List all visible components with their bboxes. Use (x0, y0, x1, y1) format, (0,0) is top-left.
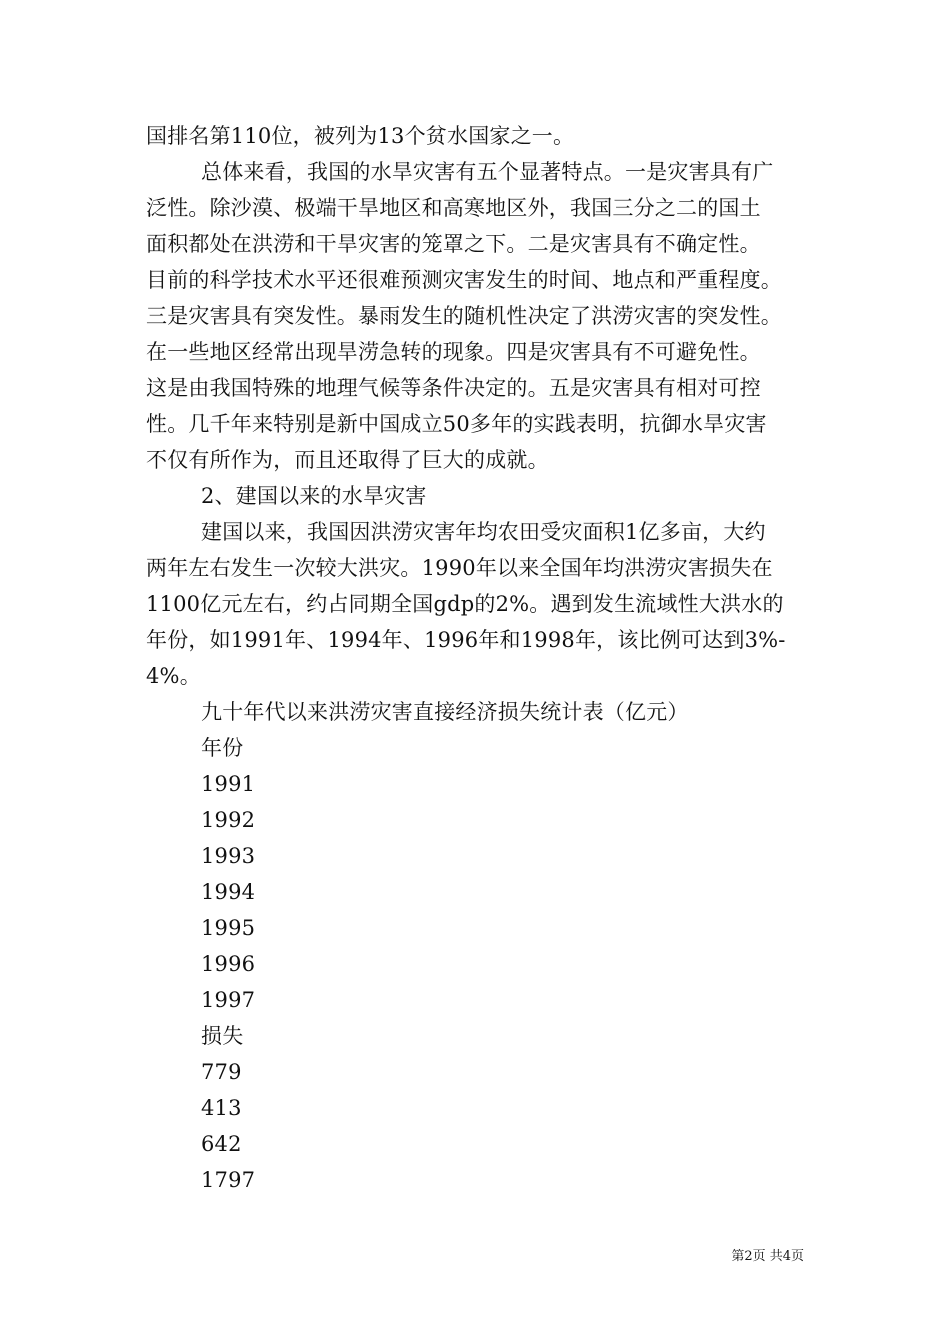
text-line: 国排名第110位，被列为13个贫水国家之一。 (146, 124, 575, 148)
table-header-year: 年份 (201, 736, 244, 760)
text-line: 九十年代以来洪涝灾害直接经济损失统计表（亿元） (201, 700, 689, 724)
paragraph (146, 118, 806, 154)
text-line: 不仅有所作为，而且还取得了巨大的成就。 (146, 448, 549, 472)
text-line: 目前的科学技术水平还很难预测灾害发生的时间、地点和严重程度。 (146, 268, 782, 292)
text-line: 在一些地区经常出现旱涝急转的现象。四是灾害具有不可避免性。 (146, 340, 761, 364)
table-cell-year: 1994 (201, 880, 256, 904)
table-cell-loss: 642 (201, 1132, 242, 1156)
table-cell-year: 1997 (201, 988, 256, 1012)
table-cell-year: 1992 (201, 808, 256, 832)
paragraph (146, 694, 806, 730)
table-cell-loss: 779 (201, 1060, 242, 1084)
text-line: 2、建国以来的水旱灾害 (201, 484, 427, 508)
table-header-loss: 损失 (201, 1024, 244, 1048)
page-body (146, 118, 806, 1198)
text-line: 总体来看，我国的水旱灾害有五个显著特点。一是灾害具有广 (201, 160, 774, 184)
table-cell-year: 1995 (201, 916, 256, 940)
table-cell-year: 1996 (201, 952, 256, 976)
text-line: 性。几千年来特别是新中国成立50多年的实践表明，抗御水旱灾害 (146, 412, 767, 436)
text-line: 泛性。除沙漠、极端干旱地区和高寒地区外，我国三分之二的国土 (146, 196, 761, 220)
text-line: 1100亿元左右，约占同期全国gdp的2%。遇到发生流域性大洪水的 (146, 592, 784, 616)
page-footer: 第2页 共4页 (731, 1249, 804, 1264)
table-cell-year: 1991 (201, 772, 256, 796)
text-line: 这是由我国特殊的地理气候等条件决定的。五是灾害具有相对可控 (146, 376, 761, 400)
table-cell-year: 1993 (201, 844, 256, 868)
text-line: 三是灾害具有突发性。暴雨发生的随机性决定了洪涝灾害的突发性。 (146, 304, 782, 328)
text-line: 面积都处在洪涝和干旱灾害的笼罩之下。二是灾害具有不确定性。 (146, 232, 761, 256)
text-line: 两年左右发生一次较大洪灾。1990年以来全国年均洪涝灾害损失在 (146, 556, 773, 580)
paragraph (146, 478, 806, 514)
paragraph (146, 154, 806, 478)
paragraph (146, 514, 806, 694)
loss-table (146, 730, 806, 1198)
table-cell-loss: 1797 (201, 1168, 256, 1192)
table-cell-loss: 413 (201, 1096, 242, 1120)
text-line: 建国以来，我国因洪涝灾害年均农田受灾面积1亿多亩，大约 (201, 520, 766, 544)
text-line: 4%。 (146, 664, 201, 688)
text-line: 年份，如1991年、1994年、1996年和1998年，该比例可达到3%- (146, 628, 786, 652)
